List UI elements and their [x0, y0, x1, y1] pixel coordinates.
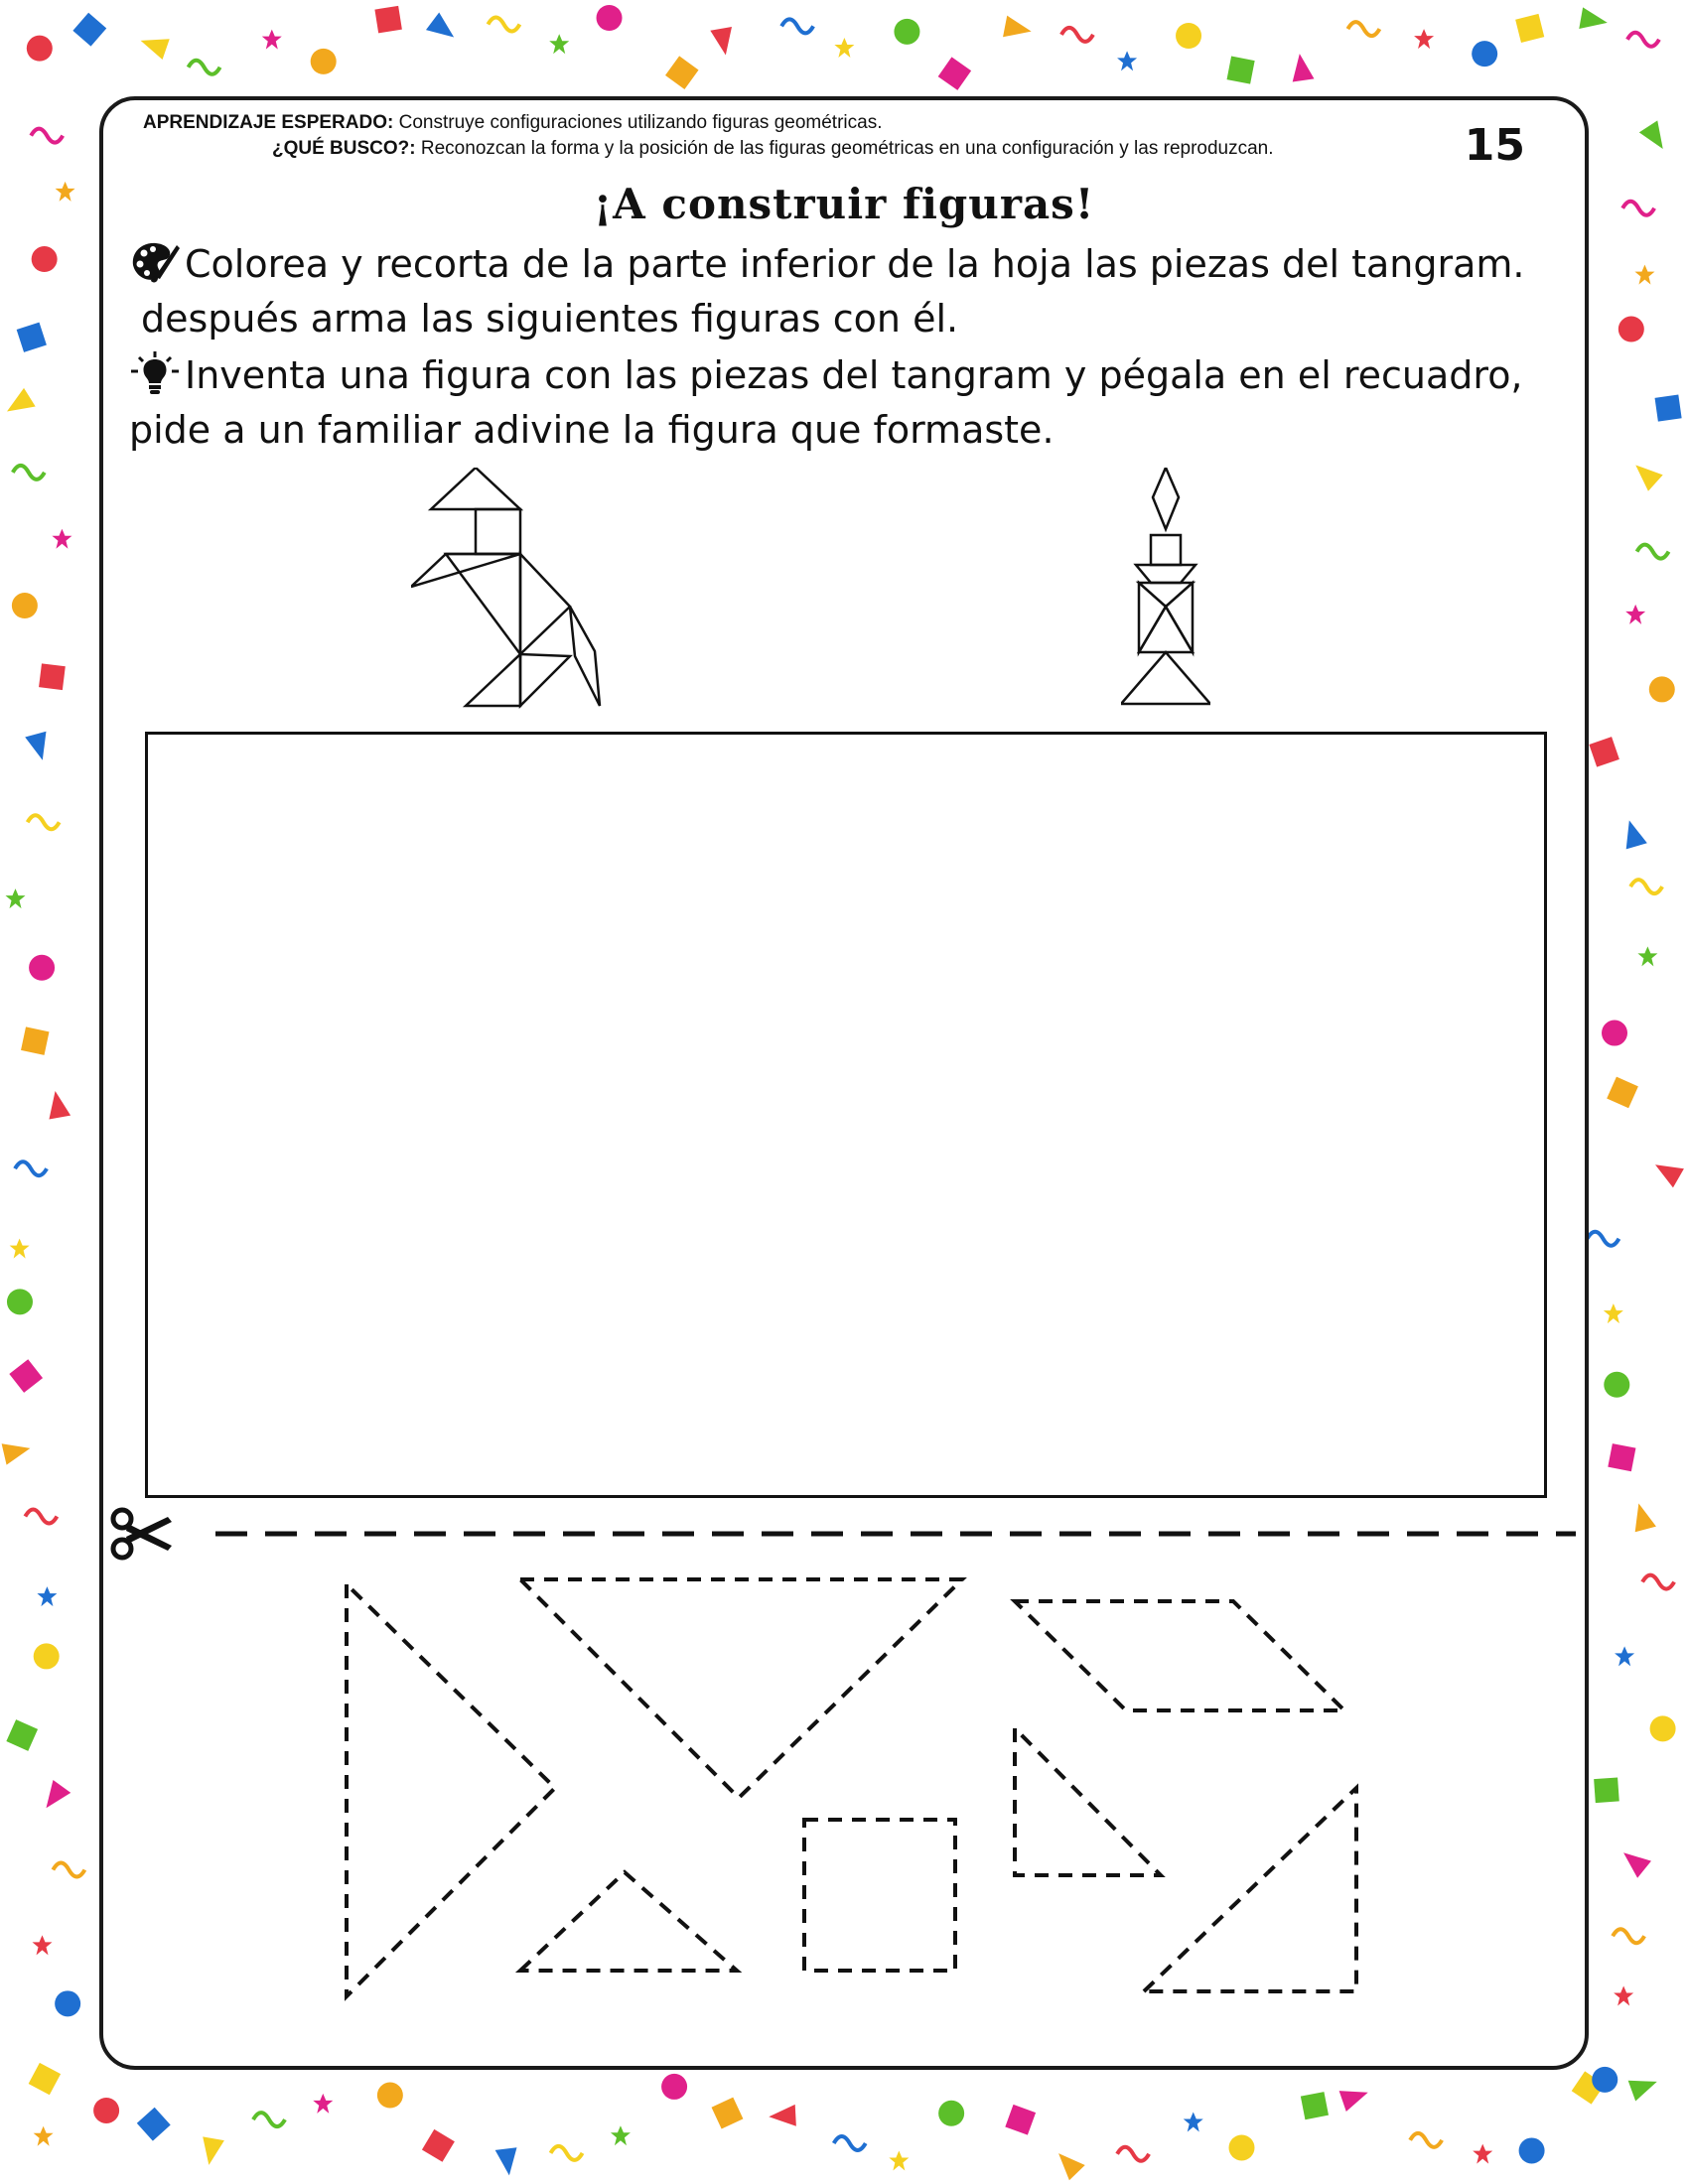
confetti-piece — [21, 1026, 49, 1054]
confetti-piece — [665, 56, 699, 89]
confetti-piece — [56, 182, 75, 202]
page-title: ¡A construir figuras! — [593, 180, 1095, 228]
instruction-color-cut-line1: Colorea y recorta de la parte inferior de la hoja las piezas del tangram. — [185, 242, 1525, 286]
confetti-piece — [422, 2129, 455, 2162]
confetti-piece — [31, 129, 63, 143]
confetti-piece — [1655, 395, 1682, 422]
confetti-piece — [189, 61, 220, 74]
confetti-piece — [1639, 120, 1672, 155]
instruction-invent-line2: pide a un familiar adivine la figura que formaste. — [129, 408, 1055, 452]
confetti-piece — [29, 2063, 61, 2095]
confetti-piece — [1613, 1929, 1644, 1943]
confetti-piece — [72, 13, 106, 47]
tangram-pieces-cutout — [103, 100, 1593, 2066]
confetti-piece — [834, 38, 854, 58]
confetti-piece — [769, 2105, 796, 2127]
confetti-piece — [834, 2136, 866, 2150]
page-number: 15 — [1464, 120, 1525, 171]
confetti-piece — [1625, 605, 1645, 624]
seek-label: ¿QUÉ BUSCO?: — [272, 138, 416, 159]
confetti-piece — [93, 2098, 119, 2123]
confetti-piece — [1515, 14, 1544, 43]
confetti-piece — [1627, 33, 1659, 47]
confetti-piece — [1630, 880, 1662, 893]
instruction-invent-line1: Inventa una figura con las piezas del tangram y pégala en el recuadro, — [185, 353, 1523, 397]
confetti-piece — [1176, 23, 1201, 49]
confetti-piece — [712, 2098, 744, 2129]
confetti-piece — [1604, 1372, 1629, 1398]
confetti-piece — [55, 1990, 80, 2016]
confetti-piece — [25, 732, 53, 763]
tangram-small-triangle-upper — [1015, 1728, 1161, 1875]
confetti-piece — [1005, 2105, 1036, 2135]
confetti-piece — [1615, 1646, 1634, 1666]
confetti-piece — [34, 2126, 54, 2146]
confetti-piece — [938, 57, 971, 89]
worksheet-page — [99, 96, 1589, 2070]
confetti-piece — [710, 27, 736, 57]
confetti-piece — [1227, 57, 1255, 84]
confetti-piece — [1184, 2113, 1203, 2132]
confetti-piece — [17, 323, 47, 352]
confetti-piece — [29, 955, 55, 981]
confetti-piece — [6, 888, 26, 908]
confetti-piece — [37, 1586, 57, 1606]
confetti-piece — [1608, 1443, 1635, 1471]
confetti-piece — [311, 49, 337, 74]
confetti-piece — [894, 19, 919, 45]
confetti-piece — [1339, 2082, 1372, 2112]
tangram-large-triangle-left — [347, 1584, 555, 1996]
confetti-piece — [1650, 1156, 1684, 1188]
confetti-piece — [1289, 53, 1315, 82]
confetti-piece — [1589, 737, 1619, 767]
confetti-piece — [938, 2101, 964, 2126]
confetti-piece — [1628, 457, 1663, 490]
confetti-piece — [1229, 2134, 1255, 2160]
confetti-piece — [1602, 1021, 1627, 1046]
confetti-piece — [53, 1863, 84, 1877]
confetti-piece — [34, 1643, 60, 1669]
confetti-piece — [1650, 1715, 1676, 1741]
confetti-piece — [13, 466, 45, 479]
confetti-piece — [1051, 2146, 1085, 2181]
confetti-piece — [1618, 317, 1644, 342]
confetti-piece — [25, 1510, 57, 1524]
confetti-piece — [9, 1359, 43, 1393]
confetti-piece — [1061, 28, 1093, 42]
confetti-piece — [39, 663, 66, 690]
confetti-piece — [1579, 7, 1609, 33]
confetti-piece — [549, 34, 569, 54]
confetti-piece — [1637, 946, 1657, 966]
confetti-piece — [137, 2108, 171, 2141]
confetti-piece — [12, 593, 38, 618]
confetti-piece — [495, 2147, 520, 2176]
confetti-piece — [1473, 2144, 1492, 2164]
confetti-piece — [1617, 1844, 1651, 1878]
confetti-piece — [374, 6, 401, 33]
confetti-piece — [253, 2113, 285, 2126]
confetti-piece — [1117, 51, 1137, 70]
confetti-piece — [1634, 265, 1654, 285]
instruction-color-cut-line2: después arma las siguientes figuras con él. — [141, 297, 959, 341]
confetti-piece — [889, 2151, 909, 2171]
confetti-piece — [313, 2094, 333, 2114]
tangram-large-triangle-top — [520, 1579, 962, 1798]
confetti-piece — [1628, 2072, 1661, 2102]
confetti-piece — [781, 19, 813, 33]
confetti-piece — [10, 1239, 30, 1259]
confetti-piece — [45, 1089, 70, 1119]
tangram-square — [804, 1820, 955, 1971]
confetti-piece — [6, 1719, 38, 1751]
confetti-piece — [1592, 2067, 1618, 2093]
confetti-piece — [1649, 676, 1675, 702]
confetti-piece — [551, 2146, 583, 2160]
confetti-piece — [488, 17, 519, 31]
confetti-piece — [1472, 41, 1497, 67]
confetti-piece — [52, 529, 71, 549]
confetti-piece — [1, 388, 36, 421]
confetti-piece — [661, 2074, 687, 2100]
confetti-piece — [1414, 29, 1434, 49]
confetti-piece — [1642, 1575, 1674, 1589]
confetti-piece — [2, 1437, 33, 1465]
confetti-piece — [611, 2125, 631, 2145]
confetti-piece — [1347, 22, 1379, 36]
confetti-piece — [262, 30, 282, 50]
confetti-piece — [1594, 1777, 1619, 1803]
confetti-piece — [377, 2083, 403, 2109]
confetti-piece — [28, 815, 60, 829]
expected-learning-label: APRENDIZAJE ESPERADO: — [143, 112, 394, 133]
confetti-piece — [1628, 1501, 1656, 1533]
confetti-piece — [1622, 202, 1654, 215]
confetti-piece — [137, 30, 170, 60]
confetti-piece — [597, 5, 623, 31]
confetti-piece — [15, 1161, 47, 1175]
confetti-piece — [1607, 1077, 1638, 1109]
confetti-piece — [1117, 2147, 1149, 2161]
confetti-piece — [1637, 545, 1669, 559]
confetti-piece — [1519, 2137, 1545, 2163]
confetti-piece — [1618, 817, 1647, 849]
confetti-piece — [7, 1289, 33, 1314]
confetti-piece — [32, 246, 58, 272]
confetti-piece — [27, 36, 53, 62]
tangram-small-triangle-lower — [520, 1872, 737, 1971]
confetti-piece — [1410, 2133, 1442, 2147]
confetti-piece — [1614, 1986, 1633, 2006]
confetti-piece — [33, 1935, 53, 1955]
expected-learning-text: Construye configuraciones utilizando figuras geométricas. — [398, 112, 883, 133]
confetti-piece — [1003, 16, 1034, 43]
confetti-piece — [1604, 1303, 1623, 1323]
tangram-parallelogram — [1015, 1601, 1344, 1710]
confetti-piece — [199, 2136, 224, 2166]
confetti-piece — [38, 1780, 71, 1815]
confetti-piece — [426, 12, 461, 46]
tangram-medium-triangle — [1144, 1788, 1356, 1991]
confetti-piece — [1301, 2092, 1329, 2119]
seek-text: Reconozcan la forma y la posición de las figuras geométricas en una configuración y las reproduzcan. — [420, 138, 1274, 159]
